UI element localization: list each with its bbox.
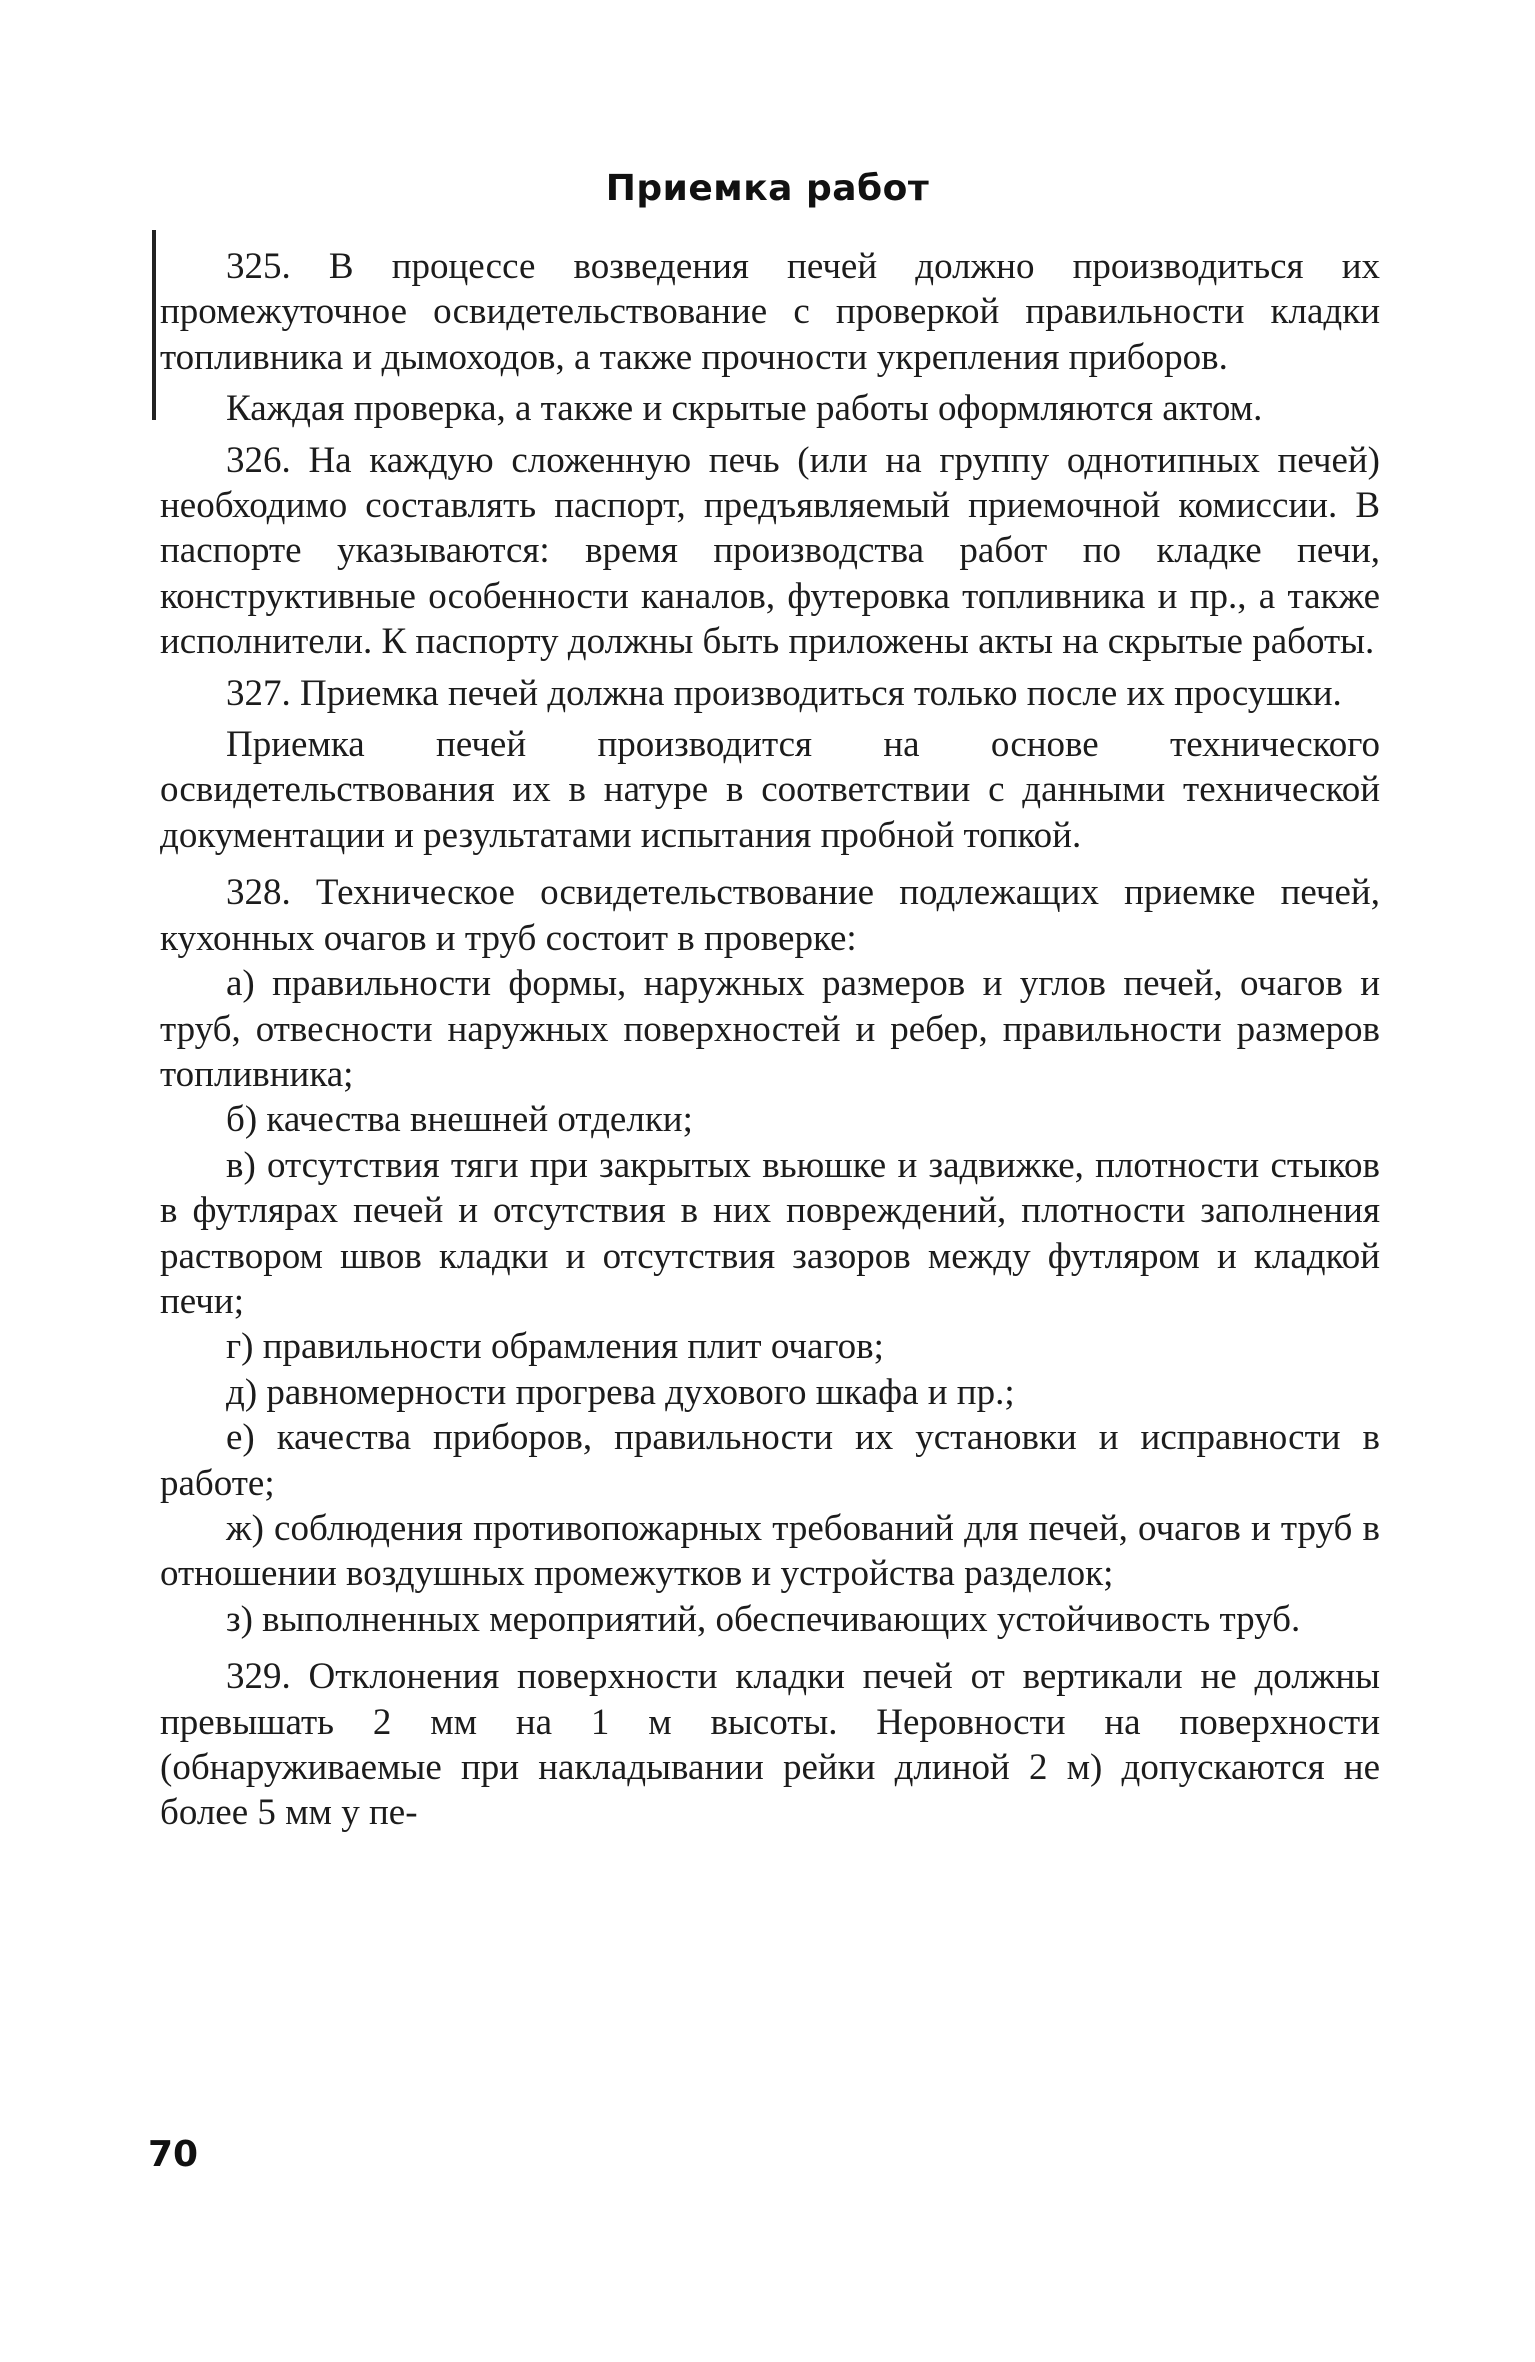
margin-mark: [152, 230, 156, 420]
page-number: 70: [148, 2134, 199, 2175]
paragraph-325: 325. В процессе возведения печей должно производиться их промежуточное освидетельствование с проверкой правильности кладки топливника и дымоходов, а также прочности укрепления приборов.: [160, 246, 1380, 378]
list-item-v: в) отсутствия тяги при закрытых вьюшке и задвижке, плотности стыков в футлярах печей и отсутствия в них повреждений, плотности заполнения раствором швов кладки и отсутствия зазоров между футляром и кладкой печи;: [160, 1144, 1380, 1322]
paragraph-327-note: Приемка печей производится на основе технического освидетельствования их в натуре в соответствии с данными технической документации и результатами испытания пробной топкой.: [160, 724, 1380, 856]
section-heading: Приемка работ: [605, 168, 930, 209]
list-item-b: б) качества внешней отделки;: [226, 1099, 693, 1141]
page-body: [160, 244, 1380, 1836]
paragraph-327: 327. Приемка печей должна производиться только после их просушки.: [226, 672, 1342, 714]
paragraph-326: 326. На каждую сложенную печь (или на группу однотипных печей) необходимо составлять паспорт, предъявляемый приемочной комиссии. В паспорте указываются: время производства работ по кладке печи, конструктивные особенности каналов, футеровка топливника и пр., а также исполнители. К паспорту должны быть приложены акты на скрытые работы.: [160, 439, 1380, 663]
list-item-g: г) правильности обрамления плит очагов;: [226, 1326, 884, 1368]
list-item-zh: ж) соблюдения противопожарных требований для печей, очагов и труб в отношении воздушных промежутков и устройства разделок;: [160, 1507, 1380, 1595]
list-item-z: з) выполненных мероприятий, обеспечивающих устойчивость труб.: [226, 1598, 1301, 1640]
list-item-e: е) качества приборов, правильности их установки и исправности в работе;: [160, 1417, 1380, 1504]
paragraph-328: 328. Техническое освидетельствование подлежащих приемке печей, кухонных очагов и труб состоит в проверке:: [160, 872, 1380, 959]
paragraph-329: 329. Отклонения поверхности кладки печей от вертикали не должны превышать 2 мм на 1 м высоты. Неровности на поверхности (обнаруживаемые при накладывании рейки длиной 2 м) допускаются не более 5 мм у пе-: [160, 1656, 1380, 1834]
list-item-d: д) равномерности прогрева духового шкафа и пр.;: [226, 1371, 1015, 1413]
paragraph-325-note: Каждая проверка, а также и скрытые работы оформляются актом.: [226, 388, 1263, 430]
list-item-a: а) правильности формы, наружных размеров и углов печей, очагов и труб, отвесности наружных поверхностей и ребер, правильности размеров топливника;: [160, 963, 1380, 1095]
